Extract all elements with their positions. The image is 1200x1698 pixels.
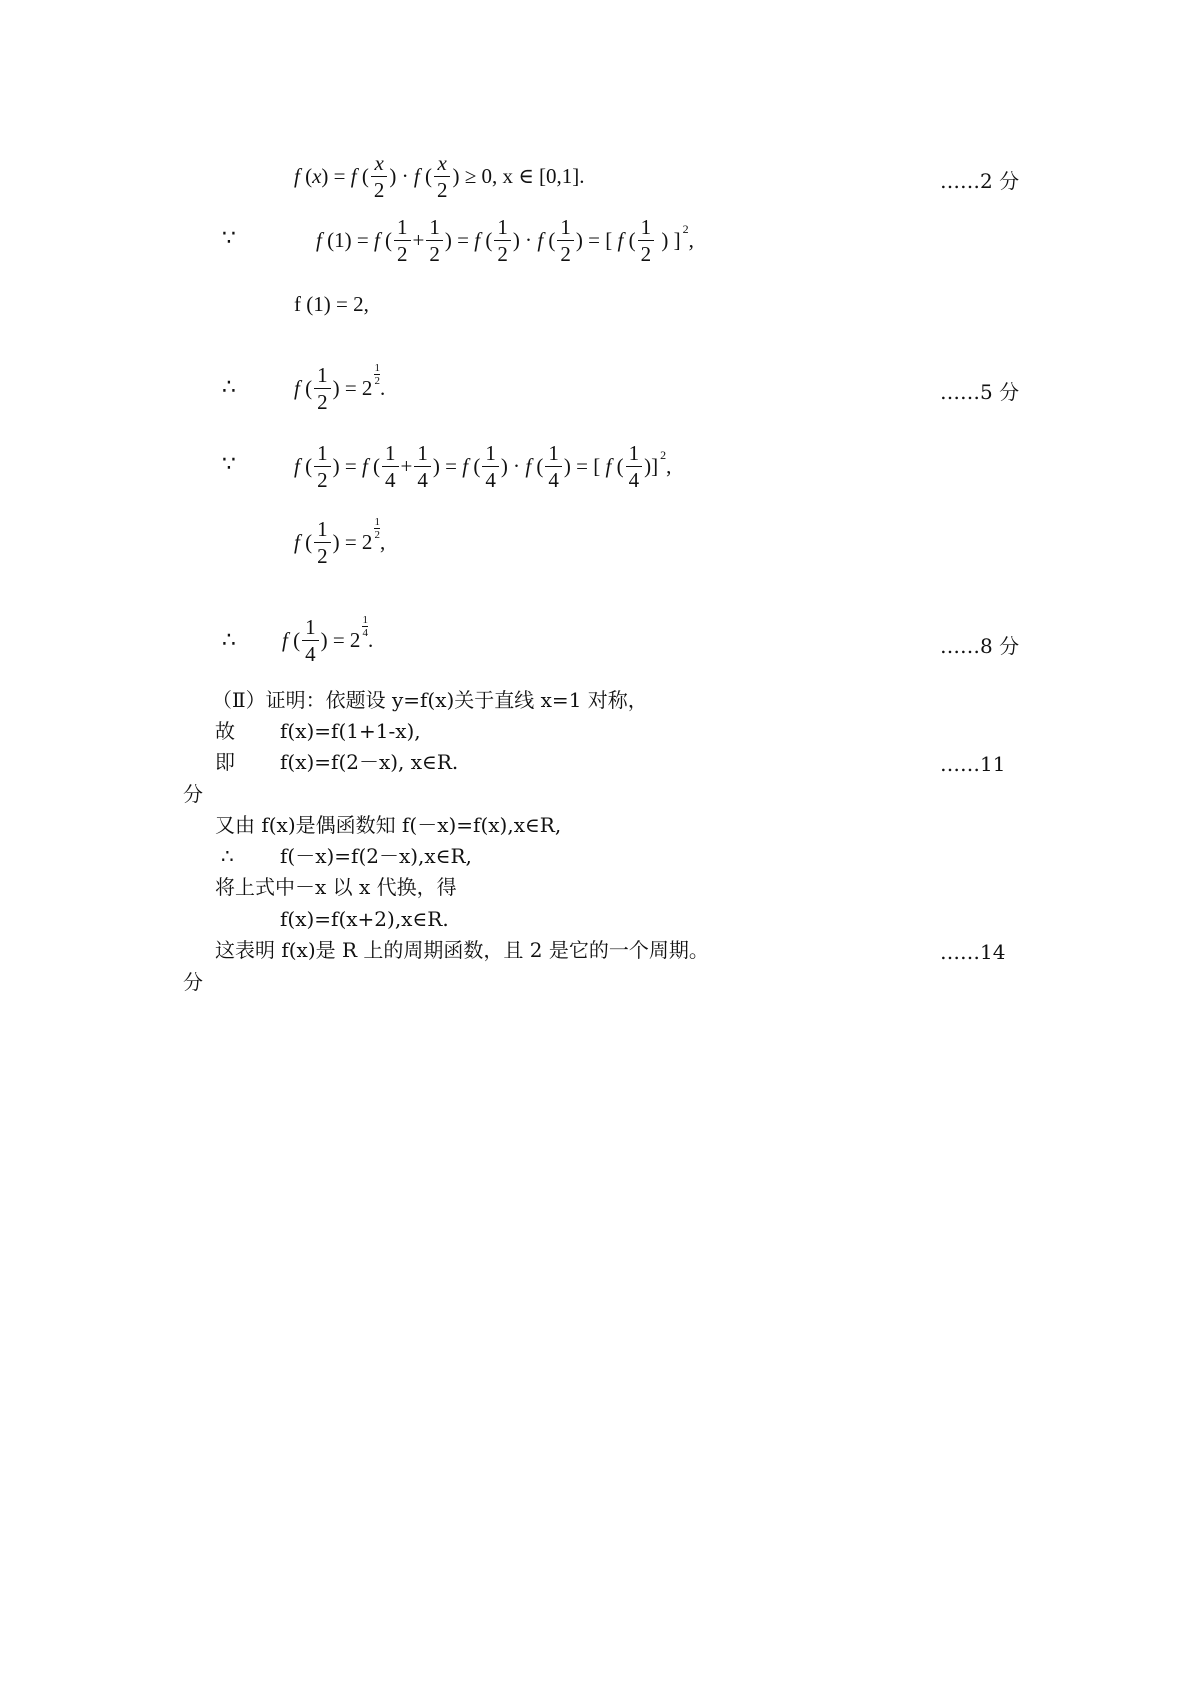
proof-line-4: 又由 f(x)是偶函数知 f(－x)=f(x),x∈R, [215, 813, 562, 837]
proof-line-3-label: 即 [215, 750, 235, 774]
score-14: ……14 [940, 940, 1006, 964]
proof-line-3-expr: f(x)=f(2－x), x∈R. [280, 750, 459, 774]
proof-line-1: （Ⅱ）证明：依题设 y=f(x)关于直线 x=1 对称， [212, 688, 648, 712]
score-14-unit: 分 [183, 970, 203, 994]
equation-2: f (1) = f ( $\frac{1}{2}$ + $\frac{1}{2}$ ) = f ( $\frac{1}{2}$ ) · f ( $\frac{1}{2}$ ) = [ f ( $\frac{1}{2}$ ) ] 2 , [316, 215, 694, 267]
equation-3: f (1) = 2, [294, 292, 369, 316]
equation-1-tail: ≥ 0, x ∈ [0,1]. [464, 164, 585, 189]
proof-line-8: 这表明 f(x)是 R 上的周期函数，且 2 是它的一个周期。 [215, 938, 709, 962]
score-11: ……11 [940, 752, 1006, 776]
proof-line-6: 将上式中－x 以 x 代换，得 [215, 875, 457, 899]
equation-1: f ( x ) = f ( $\frac{x}{2}$ ) · f ( $\frac{x}{2}$ ) ≥ 0, x ∈ [0,1]. [294, 151, 585, 203]
score-11-unit: 分 [183, 782, 203, 806]
therefore-symbol-2: ∴ [222, 628, 236, 653]
proof-line-5-expr: f(－x)=f(2－x),x∈R, [280, 844, 472, 868]
score-2: ……2 分 [940, 169, 1020, 193]
proof-line-2-label: 故 [215, 719, 235, 743]
therefore-symbol-1: ∴ [222, 375, 236, 400]
equation-7: f ( $\frac{1}{4}$ ) = 2 1 4 . [282, 613, 374, 667]
proof-line-5-label: ∴ [221, 844, 234, 868]
score-5: ……5 分 [940, 380, 1020, 404]
equation-5: f ( $\frac{1}{2}$ ) = f ( $\frac{1}{4}$ + $\frac{1}{4}$ ) = f ( $\frac{1}{4}$ ) · f ( $\frac{1}{4}$ ) = [ f ( $\frac{1}{4}$ )] 2 , [294, 441, 672, 493]
score-8: ……8 分 [940, 634, 1020, 658]
equation-7-tail: . [367, 628, 374, 653]
because-symbol-1: ∵ [222, 226, 236, 251]
equation-4: f ( $\frac{1}{2}$ ) = 2 1 2 . [294, 361, 386, 415]
because-symbol-2: ∵ [222, 452, 236, 477]
proof-line-2-expr: f(x)=f(1+1-x), [280, 719, 421, 743]
equation-6: f ( $\frac{1}{2}$ ) = 2 1 2 , [294, 515, 386, 569]
proof-line-7: f(x)=f(x+2),x∈R. [280, 907, 449, 931]
